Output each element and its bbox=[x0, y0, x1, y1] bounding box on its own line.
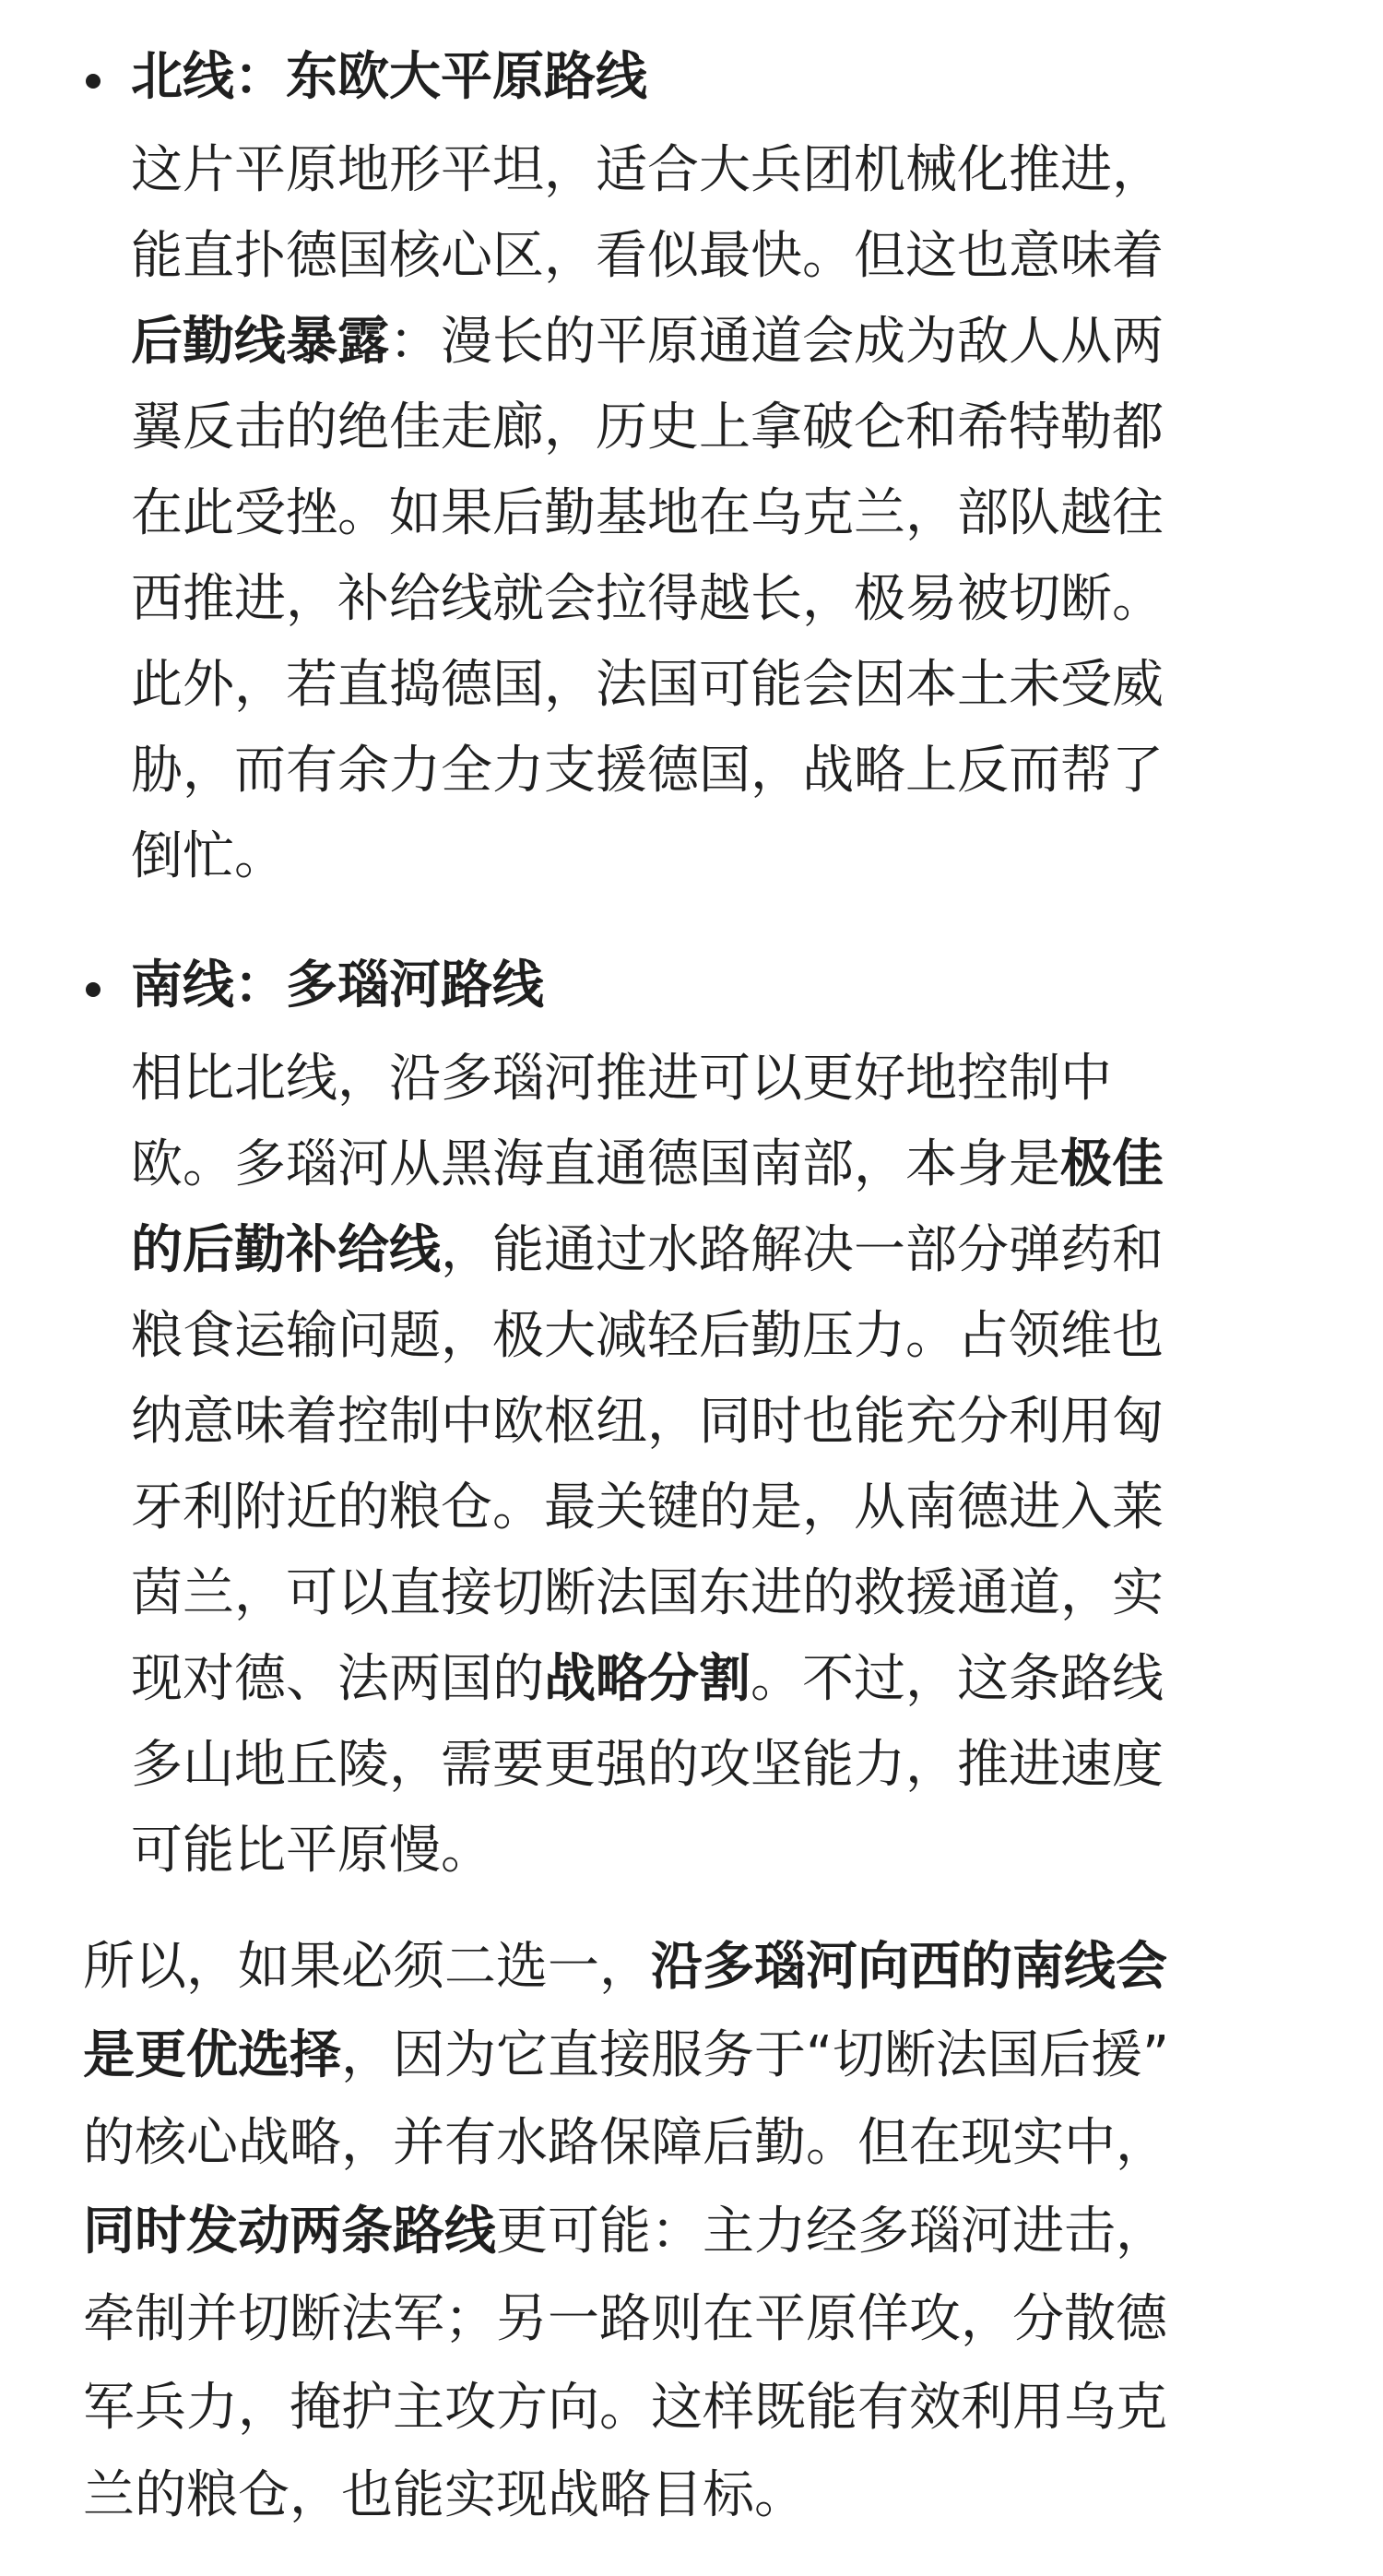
text-line: 的后勤补给线，能通过水路解决一部分弹药和 bbox=[131, 1220, 1164, 1280]
bold-emphasis: 是更优选择 bbox=[83, 2024, 341, 2085]
text-line: 相比北线，沿多瑙河推进可以更好地控制中 bbox=[131, 1049, 1112, 1109]
text-line: 是更优选择，因为它直接服务于“切断法国后援” bbox=[83, 2024, 1170, 2085]
text-line: 这片平原地形平坦，适合大兵团机械化推进， bbox=[131, 140, 1164, 200]
text-line: 同时发动两条路线更可能：主力经多瑙河进击， bbox=[83, 2201, 1167, 2261]
text-line: 军兵力，掩护主攻方向。这样既能有效利用乌克 bbox=[83, 2377, 1167, 2438]
text-line: 此外，若直捣德国，法国可能会因本土未受威 bbox=[131, 655, 1164, 715]
text-line: 欧。多瑙河从黑海直通德国南部，本身是极佳 bbox=[131, 1134, 1164, 1194]
bold-emphasis: 后勤线暴露 bbox=[131, 312, 389, 372]
text-line: 茵兰，可以直接切断法国东进的救援通道，实 bbox=[131, 1563, 1164, 1623]
text-line: 胁，而有余力全力支援德国，战略上反而帮了 bbox=[131, 741, 1164, 801]
text-line: 在此受挫。如果后勤基地在乌克兰，部队越往 bbox=[131, 483, 1164, 543]
text-line: 翼反击的绝佳走廊，历史上拿破仑和希特勒都 bbox=[131, 398, 1164, 457]
bullet-dot-icon bbox=[86, 982, 100, 997]
bold-emphasis: 极佳 bbox=[1060, 1134, 1164, 1194]
text-line: 西推进，补给线就会拉得越长，极易被切断。 bbox=[131, 569, 1164, 629]
north-route-title: 北线：东欧大平原路线 bbox=[131, 47, 647, 107]
text-line: 倒忙。 bbox=[131, 826, 286, 886]
bold-emphasis: 战略分割 bbox=[544, 1649, 751, 1709]
text-line: 兰的粮仓，也能实现战略目标。 bbox=[83, 2465, 806, 2525]
text-line: 现对德、法两国的战略分割。不过，这条路线 bbox=[131, 1649, 1164, 1709]
bold-emphasis: 沿多瑙河向西的南线会 bbox=[651, 1937, 1167, 1997]
text-line: 的核心战略，并有水路保障后勤。但在现实中， bbox=[83, 2113, 1167, 2173]
bullet-dot-icon bbox=[86, 74, 100, 89]
text-line: 所以，如果必须二选一，沿多瑙河向西的南线会 bbox=[83, 1937, 1167, 1997]
text-line: 牵制并切断法军；另一路则在平原佯攻，分散德 bbox=[83, 2289, 1167, 2349]
text-line: 粮食运输问题，极大减轻后勤压力。占领维也 bbox=[131, 1306, 1164, 1366]
bold-emphasis: 同时发动两条路线 bbox=[83, 2201, 496, 2261]
text-line: 可能比平原慢。 bbox=[131, 1821, 492, 1881]
text-line: 后勤线暴露：漫长的平原通道会成为敌人从两 bbox=[131, 312, 1164, 372]
text-line: 多山地丘陵，需要更强的攻坚能力，推进速度 bbox=[131, 1735, 1164, 1795]
bold-emphasis: 的后勤补给线 bbox=[131, 1220, 441, 1280]
north-route-body bbox=[131, 127, 1283, 899]
text-line: 牙利附近的粮仓。最关键的是，从南德进入莱 bbox=[131, 1478, 1164, 1537]
summary-paragraph bbox=[83, 1923, 1355, 2540]
text-line: 能直扑德国核心区，看似最快。但这也意味着 bbox=[131, 226, 1164, 286]
south-route-body bbox=[131, 1036, 1283, 1893]
south-route-title: 南线：多瑙河路线 bbox=[131, 956, 544, 1015]
text-line: 纳意味着控制中欧枢纽，同时也能充分利用匈 bbox=[131, 1392, 1164, 1452]
